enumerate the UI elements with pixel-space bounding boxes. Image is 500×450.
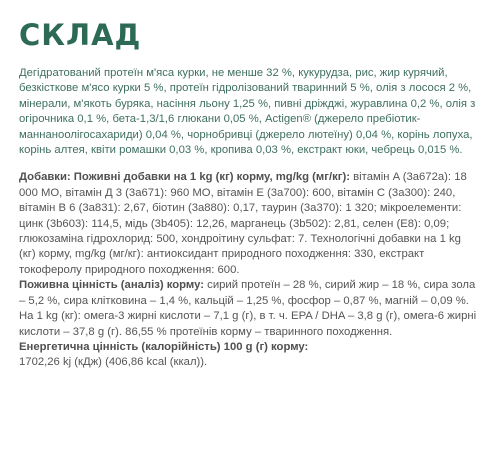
details-block [19, 170, 480, 370]
energy-label: Енергетична цінність (калорійність) 100 g (г) корму: [19, 340, 309, 353]
nutrition-paragraph [19, 278, 480, 340]
page-title: СКЛАД [19, 18, 142, 52]
additives-label: Добавки: Поживні добавки на 1 kg (кг) корму, mg/kg (мг/кг): [19, 171, 351, 184]
nutrition-label: Поживна цінність (аналіз) корму: [19, 279, 205, 292]
additives-text: вітамін A (3a672a): 18 000 МО, вітамін Д 3 (3a671): 960 МО, вітамін E (3a700): 600, вітамін С (3a300): 240, вітамін В 6 (3a831): 2,67, біотин (3a880): 0,17, таурин (3a370): 1 320; мікроелементи: цинк (3b603): 114,5, мідь (3b405): 12,26, марганець (3b502): 2,81, селен (E8): 0,09; глюкозаміна гідрохлорид: 500, хондроітину сульфат: 7. Технологічні добавки на 1 kg (кг) корму, mg/kg (мг/кг): антиоксидант природного походження: 330, екстракт токоферолу природного походження: 600. [19, 171, 467, 276]
energy-value-line: 1702,26 kj (кДж) (406,86 kcal (ккал)). [19, 356, 208, 369]
additives-paragraph [19, 170, 480, 278]
nutrition-text: сирий протеїн – 28 %, сирий жир – 18 %, сира зола – 5,2 %, сира клітковина – 1,4 %, кальцій – 1,25 %, фосфор – 0,87 %, магній – 0,09 %. На 1 kg (кг): омега-3 жирні кислоти – 7,1 g (г), в т. ч. EPA / DHA – 3,8 g (г), омега-6 жирні кислоти – 37,8 g (г). 86,55 % протеїнів корму – тваринного походження. [19, 279, 477, 338]
energy-label-line [19, 340, 480, 355]
composition-text: Дегідратований протеїн м'яса курки, не менше 32 %, кукурудза, рис, жир курячий, безкісткове м'ясо курки 5 %, протеїн гідролізований тваринний 5 %, олія з лосося 2 %, мінерали, м'якоть буряка, насіння льону 1,25 %, пивні дріжджі, журавлина 0,2 %, олія з огірочника 0,1 %, бета-1,3/1,6 глюкани 0,05 %, Actigen® (джерело пребіотик- маннаноолігосахариди) 0,04 %, чорнобривці (джерело лютеїну) 0,04 %, корінь лопуха, корінь алтея, квіти ромашки 0,03 %, кропива 0,03 %, екстракт юки, чебрець 0,015 %. [19, 67, 476, 157]
